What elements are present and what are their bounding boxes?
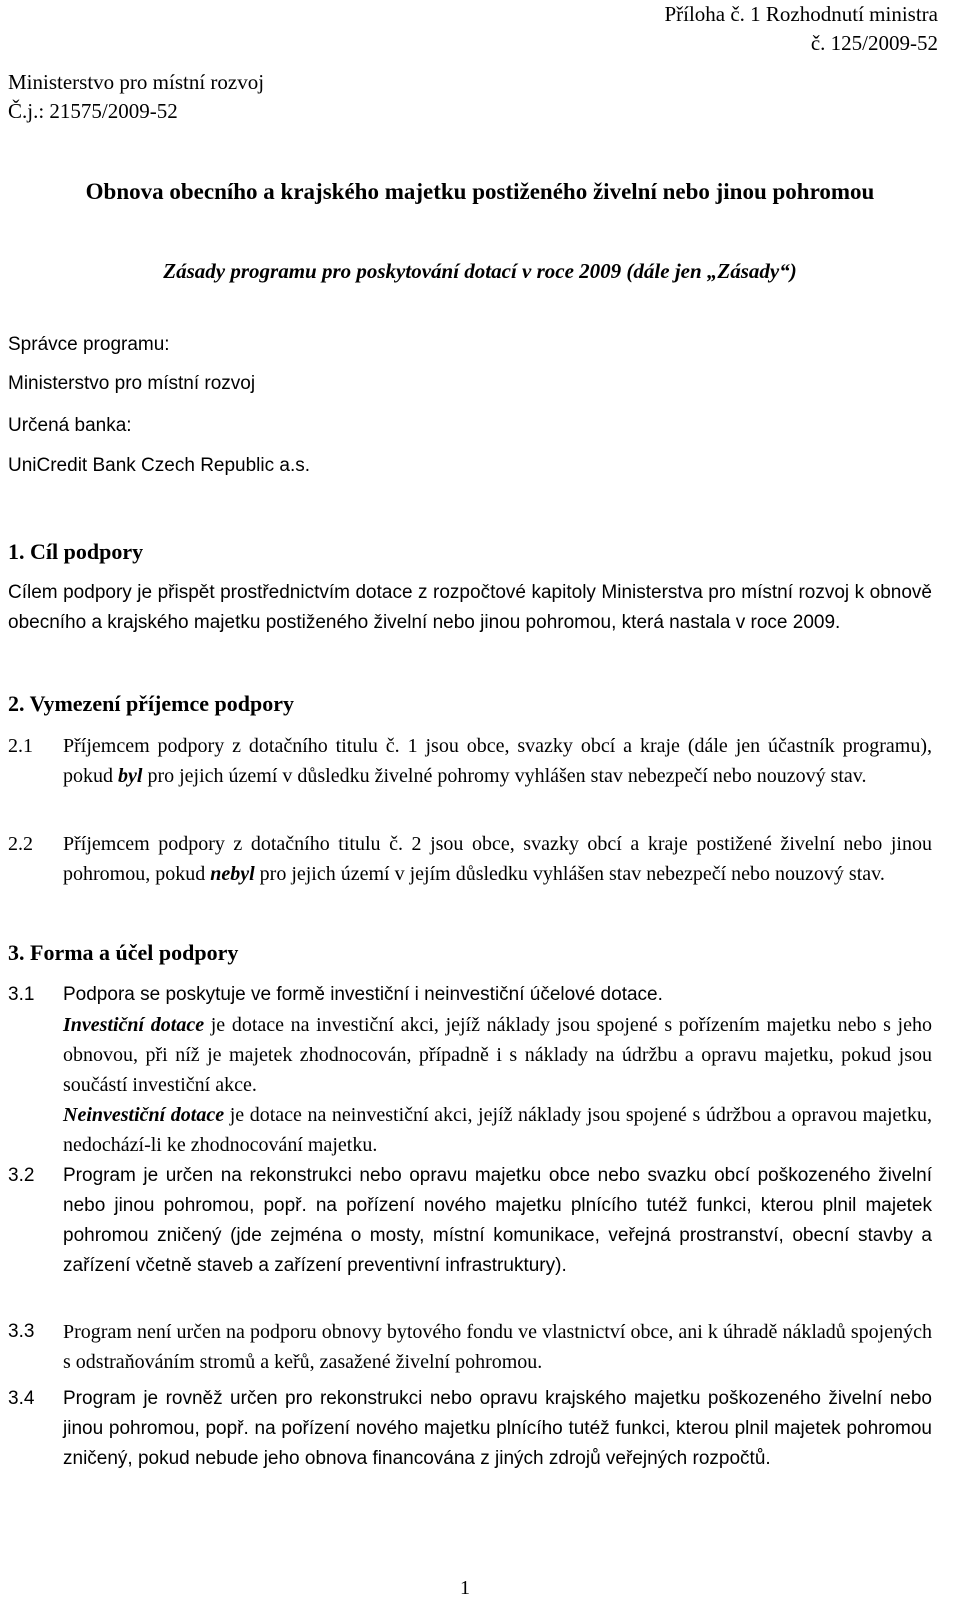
investment-term: Investiční dotace (63, 1014, 205, 1036)
document-title (0, 176, 960, 208)
administrator-value: Ministerstvo pro místní rozvoj (8, 373, 256, 394)
bank-label: Určená banka: (8, 415, 132, 436)
section-3-heading: 3. Forma a účel podpory (8, 940, 239, 965)
emphasis-nebyl: nebyl (210, 863, 255, 885)
clause-number: 2.1 (8, 735, 33, 757)
clause-text: Program je rovněž určen pro rekonstrukci nebo opravu krajského majetku poškozeného živelní nebo jinou pohromou, popř. na pořízení nového majetku plnícího tutéž funkci, kterou plnil majetek pohromou zničený, pokud nebude jeho obnova financována z jiných zdrojů veřejných rozpočtů. (63, 1388, 932, 1469)
bank-value: UniCredit Bank Czech Republic a.s. (8, 455, 311, 476)
clause-number: 3.3 (8, 1321, 35, 1342)
clause-text (63, 980, 932, 1160)
investment-definition: Investiční dotace je dotace na investiční akci, jejíž náklady jsou spojené s pořízením majetku nebo s jeho obnovou, při níž je majetek zhodnocován, případně i s náklady na údržbu a opravu majetku, pokud jsou součástí investiční akce. (63, 1014, 932, 1096)
non-investment-definition: Neinvestiční dotace je dotace na neinvestiční akci, jejíž náklady jsou spojené s údržbou a opravou majetku, nedochází-li ke zhodnocování majetku. (63, 1104, 932, 1156)
document-subtitle: Zásady programu pro poskytování dotací v roce 2009 (dále jen „Zásady“) (163, 259, 797, 283)
section-2-heading: 2. Vymezení příjemce podpory (8, 691, 294, 716)
clause-number: 3.4 (8, 1388, 35, 1409)
attachment-line-2: č. 125/2009-52 (810, 31, 938, 55)
emphasis-byl: byl (118, 765, 143, 787)
reference-number: Č.j.: 21575/2009-52 (8, 99, 178, 123)
administrator-label: Správce programu: (8, 334, 170, 355)
clause-text: Příjemcem podpory z dotačního titulu č. 1 jsou obce, svazky obcí a kraje (dále jen účastník programu), pokud byl pro jejich území v důsledku živelné pohromy vyhlášen stav nebezpečí nebo nouzový stav. (63, 735, 932, 787)
ministry-name: Ministerstvo pro místní rozvoj (8, 70, 265, 94)
clause-number: 3.1 (8, 984, 35, 1005)
clause-text: Program není určen na podporu obnovy bytového fondu ve vlastnictví obce, ani k úhradě nákladů spojených s odstraňováním stromů a keřů, zasažené živelní pohromou. (63, 1321, 932, 1373)
section-1-text: Cílem podpory je přispět prostřednictvím dotace z rozpočtové kapitoly Ministerstva pro místní rozvoj k obnově obecního a krajského majetku postiženého živelní nebo jinou pohromou, která nastala v roce 2009. (8, 582, 932, 633)
section-1-heading: 1. Cíl podpory (8, 539, 144, 564)
non-investment-term: Neinvestiční dotace (63, 1104, 225, 1126)
attachment-note (664, 0, 938, 58)
clause-text: Příjemcem podpory z dotačního titulu č. 2 jsou obce, svazky obcí a kraje postižené živelní nebo jinou pohromou, pokud nebyl pro jejich území v jejím důsledku vyhlášen stav nebezpečí nebo nouzový stav. (63, 833, 932, 885)
clause-intro: Podpora se poskytuje ve formě investiční i neinvestiční účelové dotace. (63, 984, 663, 1005)
clause-number: 3.2 (8, 1165, 35, 1186)
attachment-line-1: Příloha č. 1 Rozhodnutí ministra (664, 2, 938, 26)
clause-number: 2.2 (8, 833, 33, 855)
clause-text: Program je určen na rekonstrukci nebo opravu majetku obce nebo svazku obcí poškozeného živelní nebo jinou pohromou, popř. na pořízení nového majetku plnícího tutéž funkci, kterou plnil majetek pohromou zničený (jde zejména o mosty, místní komunikace, veřejná prostranství, obecní stavby a zařízení včetně staveb a zařízení preventivní infrastruktury). (63, 1165, 932, 1276)
ministry-block (8, 68, 264, 126)
page-number: 1 (460, 1577, 470, 1599)
document-title-text: Obnova obecního a krajského majetku postiženého živelní nebo jinou pohromou (85, 179, 875, 204)
